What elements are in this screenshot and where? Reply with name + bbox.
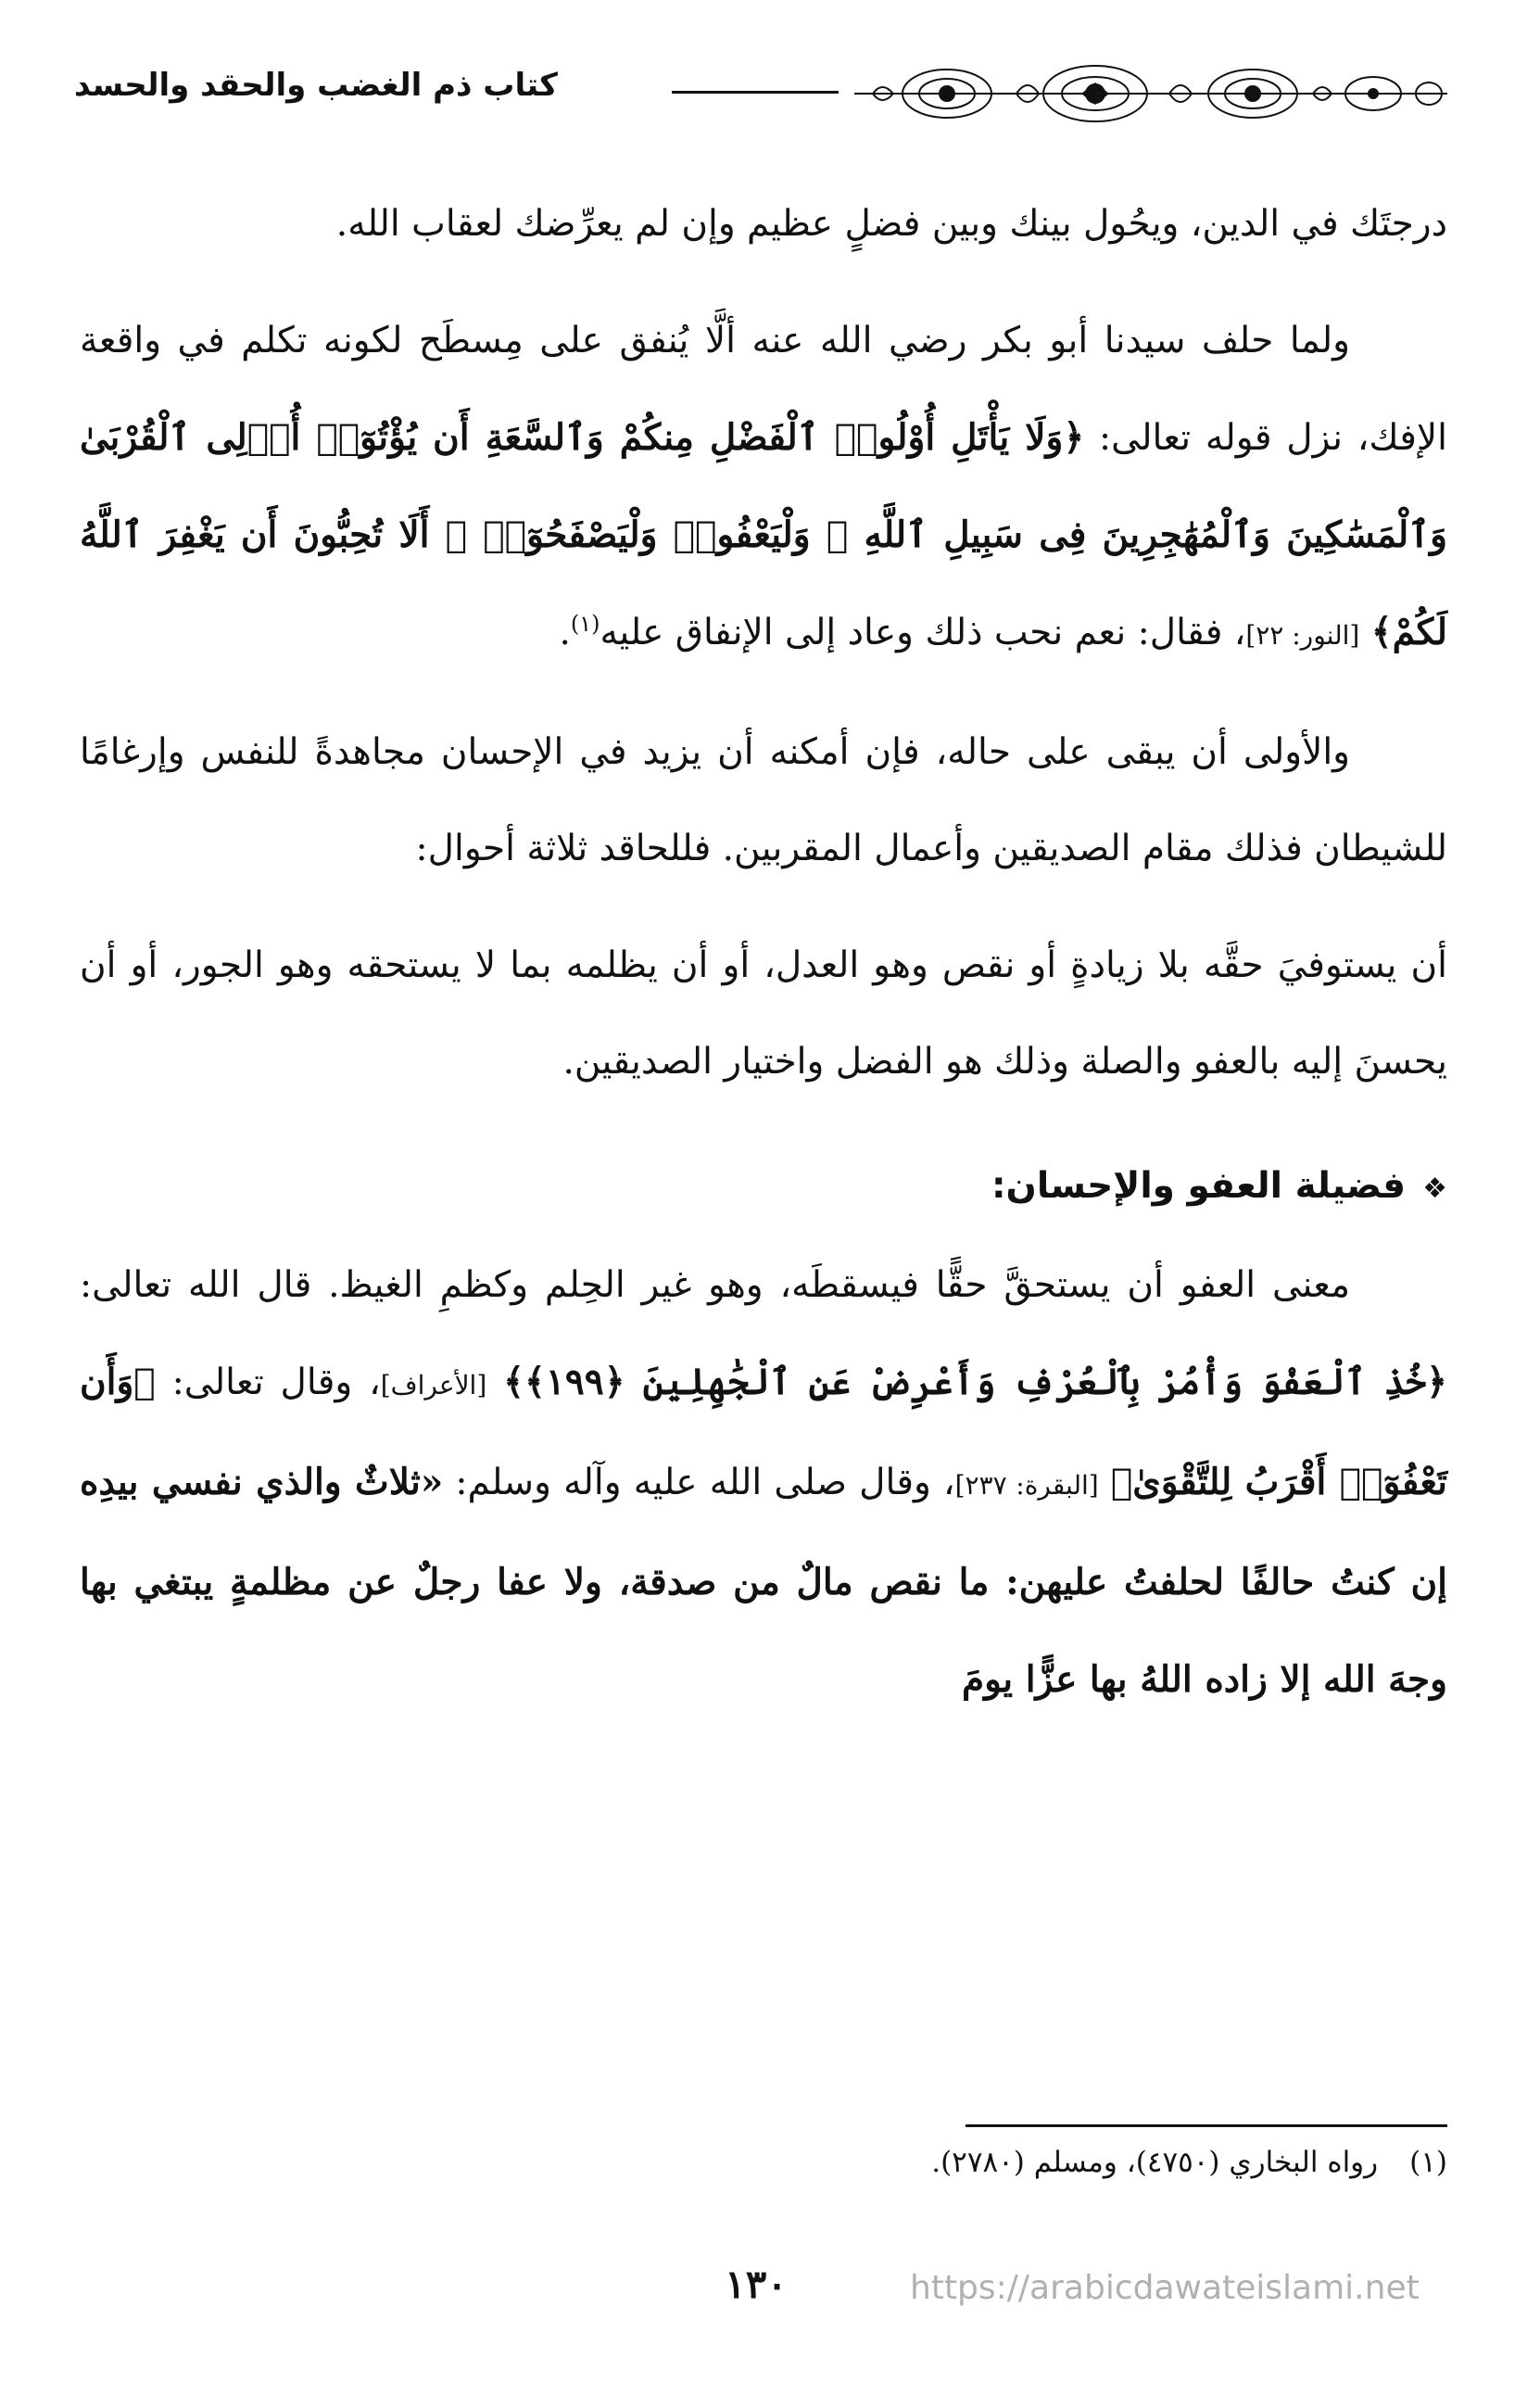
quran-verse-araf: ﴿خُذِ ٱلْعَفْوَ وَأْمُرْ بِٱلْعُرْفِ وَأَعْرِضْ عَنِ ٱلْجَٰهِلِينَ ﴿١٩٩﴾﴾ [503, 1361, 1447, 1403]
paragraph-1: درجتَك في الدين، ويحُول بينك وبين فضلٍ عظيم وإن لم يعرِّضك لعقاب الله. [335, 203, 1447, 245]
page-number: ١٣٠ [725, 2262, 788, 2307]
section-heading-text: فضيلة العفو والإحسان: [991, 1165, 1407, 1207]
body-text [80, 176, 1447, 1729]
quran-verse-nur: ﴿وَلَا يَأْتَلِ أُوْلُوا۟ ٱلْفَضْلِ مِنكُمْ وَٱلسَّعَةِ أَن يُؤْتُوٓا۟ أُو۟لِى ٱلْقُرْبَىٰ وَٱلْمَسَٰكِينَ وَٱلْمُهَٰجِرِينَ فِى سَبِيلِ ٱللَّهِ ۖ وَلْيَعْفُوا۟ وَلْيَصْفَحُوٓا۟ ۗ أَلَا تُحِبُّونَ أَن يَغْفِرَ ٱللَّهُ لَكُمْ﴾ [80, 416, 1447, 653]
verse-reference-araf: [الأعراف] [380, 1370, 487, 1400]
section-heading [80, 1138, 1447, 1237]
footnote-rule [966, 2124, 1447, 2127]
paragraph-2-text-a: ولما حلف سيدنا أبو بكر رضي الله عنه ألَّا يُنفق على مِسطَح لكونه تكلم في واقعة الإفك، نزل قوله تعالى: [80, 320, 1447, 459]
section-paragraph [80, 1237, 1447, 1729]
verse-reference-baqara: [البقرة: ٢٣٧] [954, 1470, 1099, 1501]
footnote [931, 2146, 1447, 2179]
paragraph-2-text-b: ، فقال: نعم نحب ذلك وعاد إلى الإنفاق عليه [600, 612, 1246, 653]
footnote-text: رواه البخاري (٤٧٥٠)، ومسلم (٢٧٨٠). [931, 2146, 1379, 2179]
paragraph-3: والأولى أن يبقى على حاله، فإن أمكنه أن يزيد في الإحسان مجاهدةً للنفس وإرغامًا للشيطان فذلك مقام الصديقين وأعمال المقربين. فللحاقد ثلاثة أحوال: [80, 731, 1447, 869]
page-header [74, 54, 1447, 137]
four-diamond-bullet-icon: ❖ [1422, 1172, 1447, 1205]
section-text-a: معنى العفو أن يستحقَّ حقًّا فيسقطَه، وهو غير الحِلم وكظمِ الغيظ. قال الله تعالى: [80, 1264, 1350, 1306]
footnote-marker[interactable]: (١) [570, 611, 600, 637]
paragraph-2 [80, 293, 1447, 684]
hadith-text: «ثلاثٌ والذي نفسي بيدِه إن كنتُ حالفًا لحلفتُ عليهن: ما نقص مالٌ من صدقة، ولا عفا رجلٌ عن مظلمةٍ يبتغي بها وجهَ الله إلا زاده اللهُ بها عزًّا يومَ [80, 1461, 1447, 1701]
watermark-url[interactable]: https://arabicdawateislami.net [910, 2269, 1420, 2307]
section-text-b: ، وقال تعالى: [155, 1362, 381, 1403]
paragraph-4: أن يستوفيَ حقَّه بلا زيادةٍ أو نقص وهو العدل، أو أن يظلمه بما لا يستحقه وهو الجور، أو أن يحسنَ إليه بالعفو والصلة وذلك هو الفضل واختيار الصديقين. [80, 944, 1447, 1083]
paragraph-2-end: . [559, 612, 571, 653]
section-text-c: ، وقال صلى الله عليه وآله وسلم: [443, 1462, 955, 1503]
header-rule [672, 91, 839, 94]
verse-reference-nur: [النور: ٢٢] [1245, 620, 1360, 651]
running-title: كتاب ذم الغضب والحقد والحسد [74, 67, 558, 104]
footnote-number: (١) [1409, 2146, 1447, 2179]
quran-verse-baqara: ﴿وَأَن تَعْفُوٓا۟ أَقْرَبُ لِلتَّقْوَىٰ﴾ [80, 1361, 1447, 1503]
floral-border-ornament-icon [854, 61, 1447, 126]
